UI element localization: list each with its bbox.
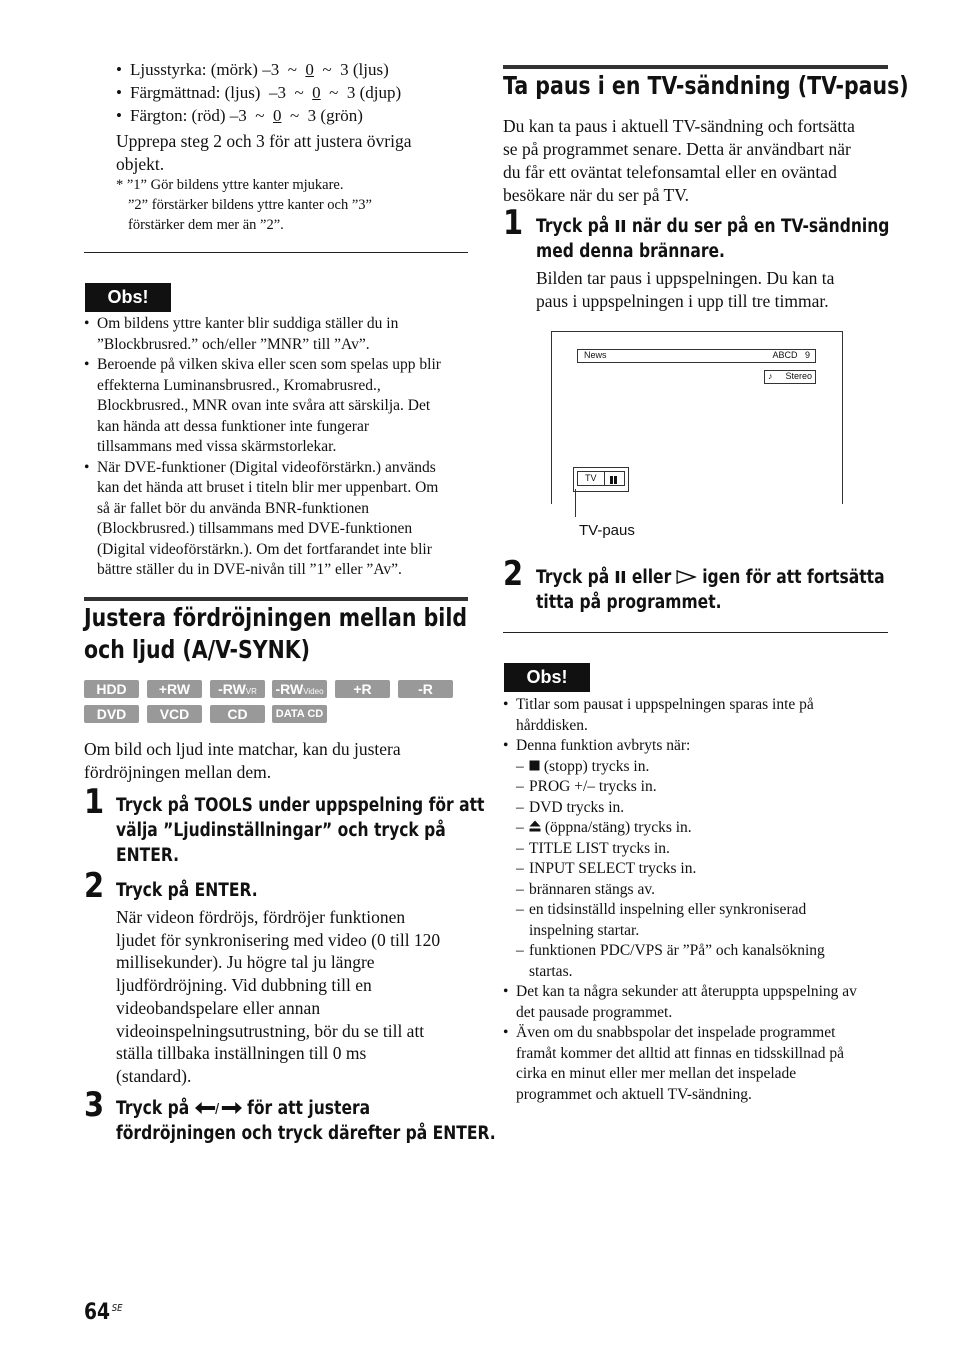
pause-icon <box>615 215 627 240</box>
obs-label: Obs! <box>85 283 171 312</box>
obs-line-text: (stopp) trycks in. <box>540 757 650 775</box>
obs-line <box>529 777 657 798</box>
obs-line-text: inspelning startar. <box>529 921 640 939</box>
osd-channel: ABCD 9 <box>772 350 810 360</box>
obs-note-line: Blockbrusred., MNR ovan inte svåra att särskilja. Det <box>97 397 431 414</box>
obs-note-line: När DVE-funktioner (Digital videoförstärkn.) används <box>97 458 436 476</box>
step-number-1: 1 <box>84 782 105 822</box>
obs-note-line: tillsammans med vissa skärmstorlekar. <box>97 438 337 455</box>
bullet: • <box>84 315 90 332</box>
obs-line <box>529 859 696 880</box>
obs-line <box>516 1044 844 1065</box>
step2-body-line: (standard). <box>116 1065 192 1086</box>
step1-line3: ENTER. <box>116 845 179 866</box>
obs-line <box>529 798 624 819</box>
obs-line-text: programmet och aktuell TV-sändning. <box>516 1085 752 1103</box>
divider <box>84 252 468 253</box>
obs-note-line: Beroende på vilken skiva eller scen som spelas upp blir <box>97 356 441 373</box>
obs-note-line: effekterna Luminansbrusred., Kromabrusred., <box>97 376 381 394</box>
step2-heading: Tryck på ENTER. <box>116 880 258 901</box>
tv-pause-intro-line: du får ett oväntat telefonsamtal eller en oväntad <box>503 162 837 182</box>
disc-badge: +R <box>335 680 390 698</box>
obs-line <box>529 921 639 942</box>
page-number-value: 64 <box>84 1300 111 1325</box>
setting-range-start: Färgmättnad: (ljus) –3 ~ <box>130 83 313 102</box>
obs-line-text: Det kan ta några sekunder att återuppta uppspelning av <box>516 983 857 1000</box>
disc-badge: +RW <box>147 680 202 698</box>
page-suffix: SE <box>111 1303 123 1314</box>
right-divider <box>503 632 888 633</box>
r-step1-line2: med denna brännare. <box>536 241 725 262</box>
setting-range-end: ~ 3 (djup) <box>320 83 402 102</box>
obs-line <box>516 1023 835 1044</box>
obs-line <box>529 962 572 983</box>
r-step1-post: när du ser på en TV-sändning <box>626 216 890 237</box>
tv-pause-caption: TV-paus <box>579 522 635 539</box>
obs-line-text: funktionen PDC/VPS är ”På” och kanalsökning <box>529 942 825 959</box>
right-section-title: Ta paus i en TV-sändning (TV-paus) <box>503 71 909 100</box>
dash: – <box>516 880 524 898</box>
osd-pause-icon <box>610 474 618 485</box>
disc-badge: DATA CD <box>272 705 327 723</box>
bullet: • <box>84 458 90 476</box>
obs-line <box>529 839 670 860</box>
obs-line-text: Titlar som pausat i uppspelningen sparas inte på <box>516 696 814 713</box>
bullet: • <box>116 106 122 125</box>
av-intro-2: fördröjningen mellan dem. <box>84 762 272 782</box>
page-number <box>84 1300 123 1325</box>
obs-line-text: cirka en minut eller mer mellan det inspelade <box>516 1065 797 1082</box>
obs-line-text: INPUT SELECT trycks in. <box>529 860 697 877</box>
dash: – <box>516 901 524 918</box>
step1-line2: välja ”Ljudinställningar” och tryck på <box>116 820 446 841</box>
step2-body-line: videobandspelare eller annan <box>116 997 321 1018</box>
obs-note-line: kan hända att dessa funktioner inte fungerar <box>97 417 370 435</box>
dash: – <box>516 778 524 795</box>
play-icon <box>677 566 697 591</box>
r-step1-body-1: Bilden tar paus i uppspelningen. Du kan ta <box>536 268 835 288</box>
step3-post: för att justera <box>241 1098 371 1119</box>
callout-line <box>575 489 576 517</box>
setting-default: 0 <box>305 60 314 79</box>
setting-text <box>130 81 401 104</box>
setting-range-start: Färgton: (röd) –3 ~ <box>130 106 273 125</box>
disc-badge: -RWVideo <box>272 680 327 698</box>
setting-range-end: ~ 3 (grön) <box>281 106 363 125</box>
obs-note-line: bättre ställer du in DVE-nivån till ”1” eller ”Av”. <box>97 561 402 578</box>
r-step2-mid: eller <box>626 567 677 588</box>
r-step-number-2: 2 <box>503 554 524 594</box>
obs-line-text: hårddisken. <box>516 716 588 734</box>
setting-range-end: ~ 3 (ljus) <box>313 60 389 79</box>
step3-line2: fördröjningen och tryck därefter på ENTER. <box>116 1123 496 1144</box>
tv-screen-illustration <box>551 331 843 504</box>
pause-icon-2 <box>615 566 627 591</box>
setting-default: 0 <box>272 106 282 125</box>
step-number-2: 2 <box>84 866 105 906</box>
bullet: • <box>503 696 509 713</box>
obs-line-text: TITLE LIST trycks in. <box>529 839 670 857</box>
obs-line <box>516 716 588 737</box>
r-step1-line1 <box>536 214 889 240</box>
osd-stereo: Stereo <box>785 371 812 381</box>
step3-pre: Tryck på <box>116 1098 195 1119</box>
tv-pause-intro-line: Du kan ta paus i aktuell TV-sändning och fortsätta <box>503 116 855 136</box>
obs-line <box>516 1003 672 1024</box>
osd-news: News <box>584 350 607 360</box>
disc-badge: CD <box>210 705 265 723</box>
obs-line-text: en tidsinställd inspelning eller synkroniserad <box>529 901 807 918</box>
obs-line-text: PROG +/– trycks in. <box>529 778 657 795</box>
obs-line <box>516 695 814 716</box>
bullet: • <box>503 983 509 1000</box>
section-title-1: Justera fördröjningen mellan bild <box>84 603 468 632</box>
repeat-text-1: Upprepa steg 2 och 3 för att justera övriga <box>116 131 412 151</box>
dash: – <box>516 757 524 775</box>
step2-body-line: ställa tillbaka inställningen till 0 ms <box>116 1043 367 1064</box>
dash: – <box>516 942 524 959</box>
dash: – <box>516 819 524 836</box>
dash: – <box>516 860 524 877</box>
footnote-2: ”2” förstärker bildens yttre kanter och ”3” <box>128 197 372 213</box>
right-section-rule <box>503 65 888 69</box>
osd-info-bar <box>577 349 816 363</box>
repeat-text-2: objekt. <box>116 154 165 174</box>
obs-note-line: (Blockbrusred.) tillsammans med DVE-funktionen <box>97 520 413 537</box>
obs-line-text: Även om du snabbspolar det inspelade programmet <box>516 1024 836 1041</box>
r-step2-pre: Tryck på <box>536 567 615 588</box>
osd-audio <box>764 370 816 384</box>
step2-body-line: millisekunder). Ju högre tal ju längre <box>116 952 375 973</box>
footnote-1: * ”1” Gör bildens yttre kanter mjukare. <box>116 177 344 193</box>
obs-note-line: ”Blockbrusred.” och/eller ”MNR” till ”Av”. <box>97 335 370 353</box>
step1-line1: Tryck på TOOLS under uppspelning för att <box>116 795 485 816</box>
av-intro-1: Om bild och ljud inte matchar, kan du justera <box>84 739 401 759</box>
right-obs-label: Obs! <box>504 663 590 692</box>
step2-body-line: När videon fördröjs, fördröjer funktionen <box>116 907 406 927</box>
obs-line <box>529 941 825 962</box>
section-rule <box>84 597 468 601</box>
footnote-3: förstärker dem mer än ”2”. <box>128 217 284 233</box>
disc-badge: -RWVR <box>210 680 265 698</box>
bullet: • <box>84 356 90 373</box>
setting-text <box>130 58 389 81</box>
obs-note-line: så är fallet bör du använda BNR-funktionen <box>97 499 370 517</box>
obs-line-text: brännaren stängs av. <box>529 880 655 898</box>
svg-text:/: / <box>214 1100 219 1115</box>
obs-line-text: framåt kommer det alltid att finnas en tidsskillnad på <box>516 1044 844 1062</box>
disc-badge: VCD <box>147 705 202 723</box>
bullet: • <box>116 83 122 102</box>
disc-badge: -R <box>398 680 453 698</box>
dash: – <box>516 798 524 816</box>
r-step2-line1 <box>536 565 885 591</box>
r-step1-pre: Tryck på <box>536 216 615 237</box>
tv-pause-intro-line: se på programmet senare. Detta är användbart när <box>503 139 851 159</box>
obs-note-line: (Digital videoförstärkn.). Om det fortfarandet inte blir <box>97 540 432 558</box>
disc-badge: DVD <box>84 705 139 723</box>
setting-default: 0 <box>312 83 321 102</box>
step3-line1 <box>116 1096 370 1122</box>
obs-note-line: Om bildens yttre kanter blir suddiga ställer du in <box>97 315 399 332</box>
music-note-icon: ♪ <box>768 371 773 381</box>
bullet: • <box>503 1024 509 1041</box>
obs-line <box>516 1064 796 1085</box>
obs-line <box>516 982 857 1003</box>
section-title-2: och ljud (A/V-SYNK) <box>84 635 311 664</box>
r-step-number-1: 1 <box>503 203 524 243</box>
r-step2-line2: titta på programmet. <box>536 592 722 613</box>
obs-line-text: startas. <box>529 962 573 980</box>
obs-line-text: DVD trycks in. <box>529 798 625 816</box>
obs-line-text: (öppna/stäng) trycks in. <box>541 819 692 836</box>
step2-body-line: ljudet för synkronisering med video (0 till 120 <box>116 929 441 950</box>
r-step2-post: igen för att fortsätta <box>696 567 885 588</box>
disc-badge: HDD <box>84 680 139 698</box>
step2-body-line: ljudfördröjning. Vid dubbning till en <box>116 975 372 996</box>
bullet: • <box>116 60 122 79</box>
step2-body-line: videoinspelningsutrustning, bör du se till att <box>116 1020 425 1041</box>
obs-line <box>516 736 690 757</box>
obs-line-text: det pausade programmet. <box>516 1003 673 1021</box>
step-number-3: 3 <box>84 1085 105 1125</box>
obs-note-line: kan det hända att bruset i titeln blir mer uppenbart. Om <box>97 479 439 496</box>
obs-line <box>529 900 806 921</box>
obs-line <box>529 818 692 839</box>
left-right-arrow-icon <box>195 1097 242 1122</box>
dash: – <box>516 839 524 857</box>
obs-line-text: Denna funktion avbryts när: <box>516 737 691 754</box>
stop-icon <box>529 757 540 778</box>
tv-pause-intro-line: besökare när du ser på TV. <box>503 185 689 205</box>
r-step1-body-2: paus i uppspelningen i upp till tre timmar. <box>536 291 829 311</box>
obs-line <box>529 757 649 778</box>
setting-range-start: Ljusstyrka: (mörk) –3 ~ <box>130 60 306 79</box>
eject-icon <box>529 818 541 839</box>
osd-tv: TV <box>585 473 597 483</box>
obs-line <box>516 1085 752 1106</box>
setting-text <box>130 104 363 127</box>
osd-tv-pause <box>577 471 625 486</box>
bullet: • <box>503 737 509 754</box>
obs-line <box>529 880 655 901</box>
